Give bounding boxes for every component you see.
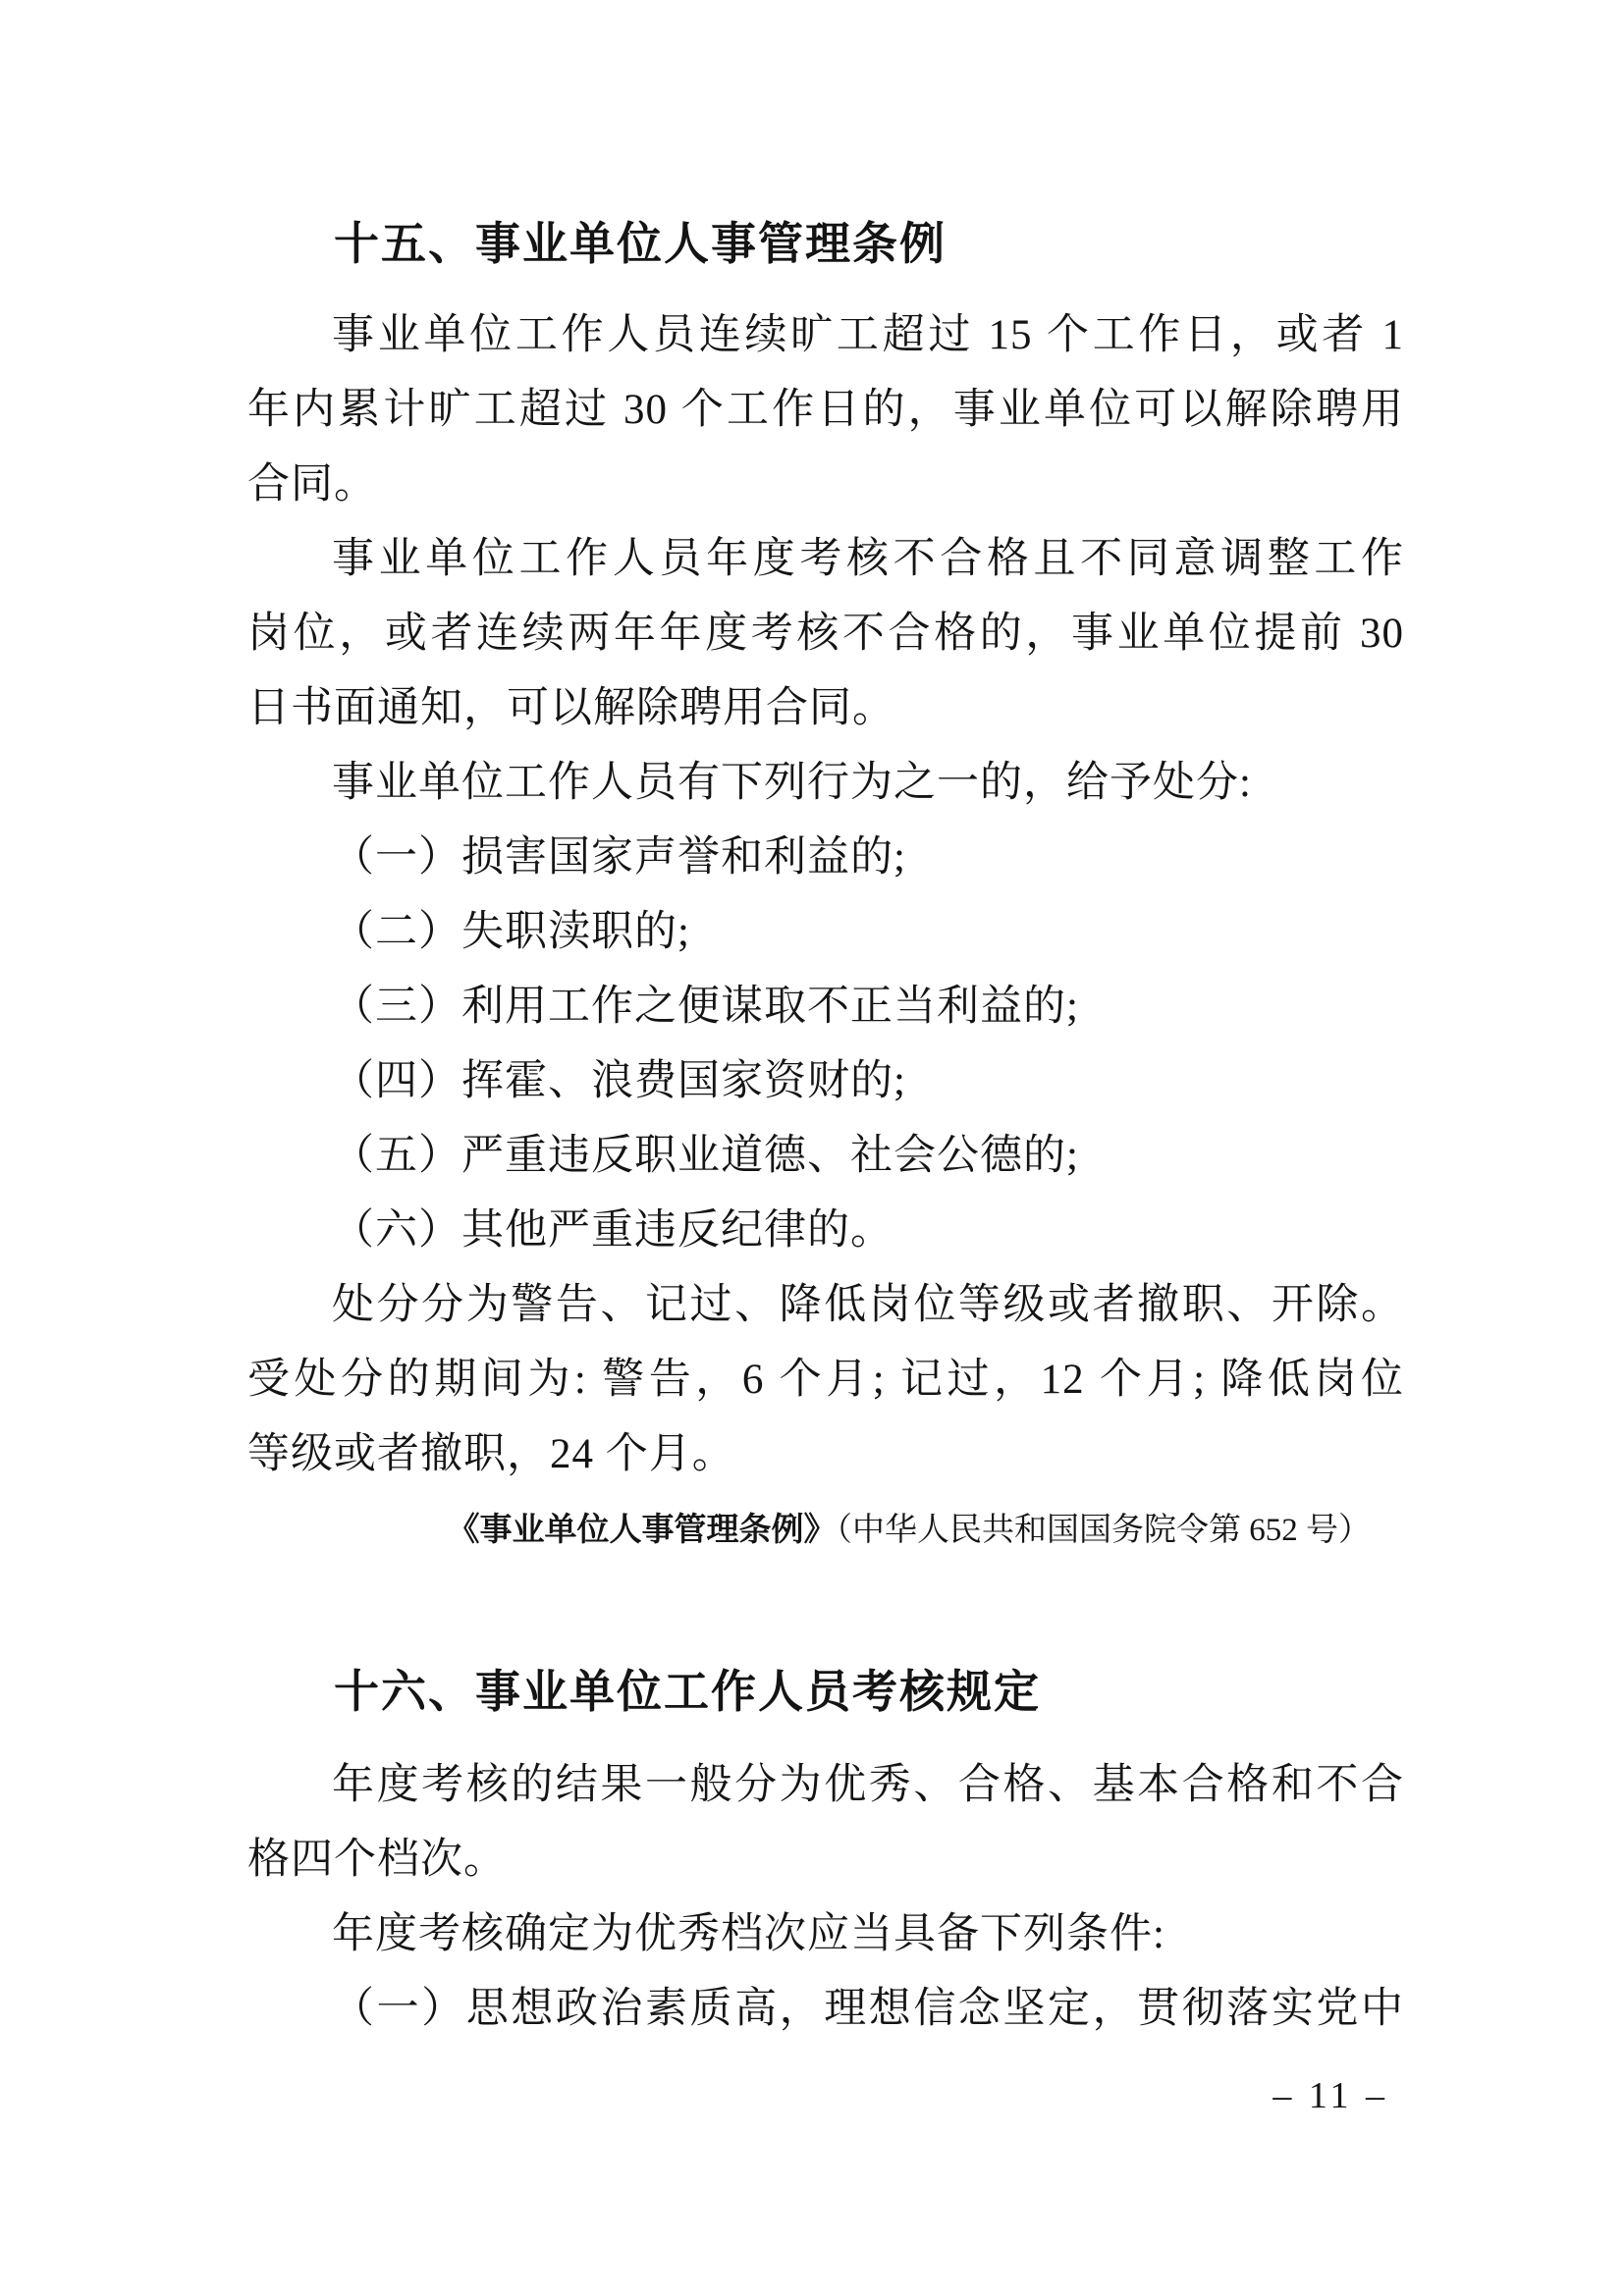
list-item-4: （四）挥霍、浪费国家资财的; xyxy=(332,1058,906,1104)
body-line: 年度考核确定为优秀档次应当具备下列条件: xyxy=(332,1911,1165,1957)
body-line: 年内累计旷工超过 30 个工作日的，事业单位可以解除聘用 xyxy=(247,387,1404,433)
section-15-heading: 十五、事业单位人事管理条例 xyxy=(334,218,947,269)
section-15-numbered-list xyxy=(247,821,1404,1268)
body-line: 格四个档次。 xyxy=(247,1837,507,1883)
citation-source: （中华人民共和国国务院令第 652 号） xyxy=(836,1513,1371,1548)
section-15-paragraph-3 xyxy=(247,746,1404,821)
body-line: 年度考核的结果一般分为优秀、合格、基本合格和不合 xyxy=(332,1762,1404,1808)
body-line: 事业单位工作人员连续旷工超过 15 个工作日，或者 1 xyxy=(332,312,1404,358)
body-line: 等级或者撤职，24 个月。 xyxy=(247,1431,735,1477)
body-line: 处分分为警告、记过、降低岗位等级或者撤职、开除。 xyxy=(332,1282,1404,1328)
list-item-1: （一）损害国家声誉和利益的; xyxy=(332,834,906,881)
section-16-paragraph-3 xyxy=(247,1972,1404,2047)
list-item-5: （五）严重违反职业道德、社会公德的; xyxy=(332,1133,1079,1179)
body-line: 事业单位工作人员有下列行为之一的，给予处分: xyxy=(332,760,1252,806)
section-15-paragraph-1 xyxy=(247,298,1404,522)
section-16-paragraph-2 xyxy=(247,1897,1404,1972)
section-16-paragraph-1 xyxy=(247,1748,1404,1897)
list-item-3: （三）利用工作之便谋取不正当利益的; xyxy=(332,984,1079,1030)
list-item-2: （二）失职渎职的; xyxy=(332,909,690,955)
citation-line xyxy=(247,1492,1404,1568)
body-line: 岗位，或者连续两年年度考核不合格的，事业单位提前 30 xyxy=(247,611,1404,657)
body-line: 合同。 xyxy=(247,461,377,507)
page-number: – 11 – xyxy=(1272,2075,1388,2116)
body-line: （一）思想政治素质高，理想信念坚定，贯彻落实党中 xyxy=(332,1986,1404,2032)
body-line: 受处分的期间为: 警告，6 个月; 记过，12 个月; 降低岗位 xyxy=(247,1357,1404,1403)
body-line: 日书面通知，可以解除聘用合同。 xyxy=(247,685,895,731)
section-15-closing-paragraph xyxy=(247,1268,1404,1492)
citation-title: 《事业单位人事管理条例》 xyxy=(447,1511,837,1547)
section-16-heading: 十六、事业单位工作人员考核规定 xyxy=(334,1666,1041,1717)
list-item-6: （六）其他严重违反纪律的。 xyxy=(332,1207,893,1254)
body-line: 事业单位工作人员年度考核不合格且不同意调整工作 xyxy=(332,536,1404,582)
section-15-paragraph-2 xyxy=(247,522,1404,746)
